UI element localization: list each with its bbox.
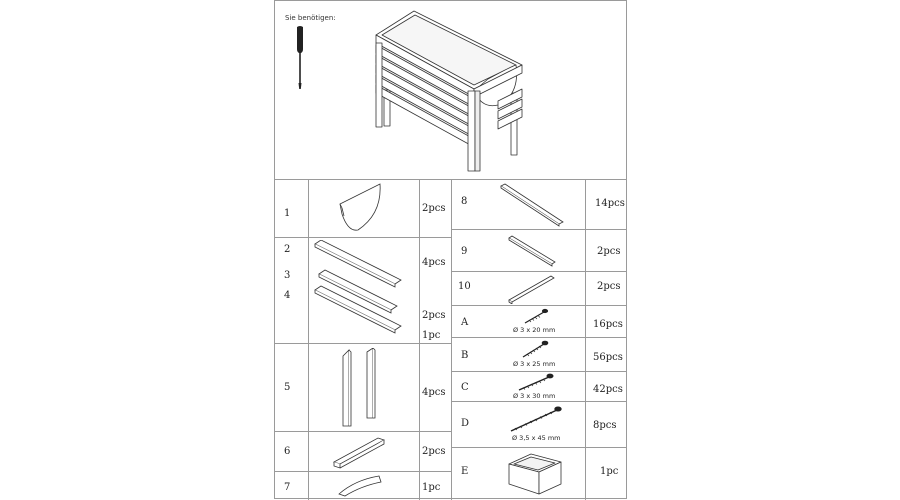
part-qty-9: 2pcs	[597, 246, 621, 257]
screw-size-a: Ø 3 x 20 mm	[513, 326, 556, 334]
part-qty-1: 2pcs	[422, 203, 446, 214]
screw-b-drawing	[519, 340, 549, 360]
part-qty-2: 4pcs	[422, 257, 446, 268]
part-e-drawing	[505, 450, 565, 496]
part-number-e: E	[461, 466, 469, 477]
part-number-6: 6	[284, 446, 291, 457]
part-8-drawing	[497, 182, 567, 228]
part-qty-b: 56pcs	[593, 352, 623, 363]
part-qty-3: 2pcs	[422, 310, 446, 321]
part-qty-d: 8pcs	[593, 420, 617, 431]
part-qty-8: 14pcs	[595, 198, 625, 209]
part-number-8: 8	[461, 196, 468, 207]
part-number-4: 4	[284, 290, 291, 301]
part-qty-10: 2pcs	[597, 281, 621, 292]
screw-d-drawing	[507, 406, 563, 434]
screw-size-c: Ø 3 x 30 mm	[513, 392, 556, 400]
part-qty-e: 1pc	[600, 466, 619, 477]
parts-table	[275, 179, 626, 500]
part-qty-5: 4pcs	[422, 387, 446, 398]
part-qty-a: 16pcs	[593, 319, 623, 330]
part-number-d: D	[461, 418, 470, 429]
part-number-1: 1	[284, 208, 291, 219]
part-number-9: 9	[461, 246, 468, 257]
part-number-b: B	[461, 350, 469, 361]
part-7-drawing	[335, 474, 385, 498]
part-1-drawing	[330, 182, 390, 234]
screw-c-drawing	[515, 373, 555, 393]
part-number-7: 7	[284, 482, 291, 493]
part-10-drawing	[507, 274, 557, 304]
part-5-drawing	[327, 348, 387, 428]
part-qty-6: 2pcs	[422, 446, 446, 457]
part-number-c: C	[461, 382, 469, 393]
screw-a-drawing	[519, 308, 549, 326]
part-number-5: 5	[284, 382, 291, 393]
part-number-3: 3	[284, 270, 291, 281]
part-2-3-4-drawing	[313, 240, 403, 342]
part-6-drawing	[330, 434, 390, 470]
screwdriver-icon	[293, 25, 307, 91]
parts-list-sheet	[274, 0, 627, 499]
part-qty-7: 1pc	[422, 482, 441, 493]
part-number-2: 2	[284, 244, 291, 255]
part-number-a: A	[461, 317, 469, 328]
screw-size-b: Ø 3 x 25 mm	[513, 360, 556, 368]
tools-needed-label: Sie benötigen:	[285, 14, 336, 22]
part-9-drawing	[507, 234, 557, 270]
assembled-planter-drawing	[370, 5, 530, 177]
screw-size-d: Ø 3,5 x 45 mm	[512, 434, 561, 442]
part-qty-c: 42pcs	[593, 384, 623, 395]
part-qty-4: 1pc	[422, 330, 441, 341]
part-number-10: 10	[458, 281, 471, 292]
